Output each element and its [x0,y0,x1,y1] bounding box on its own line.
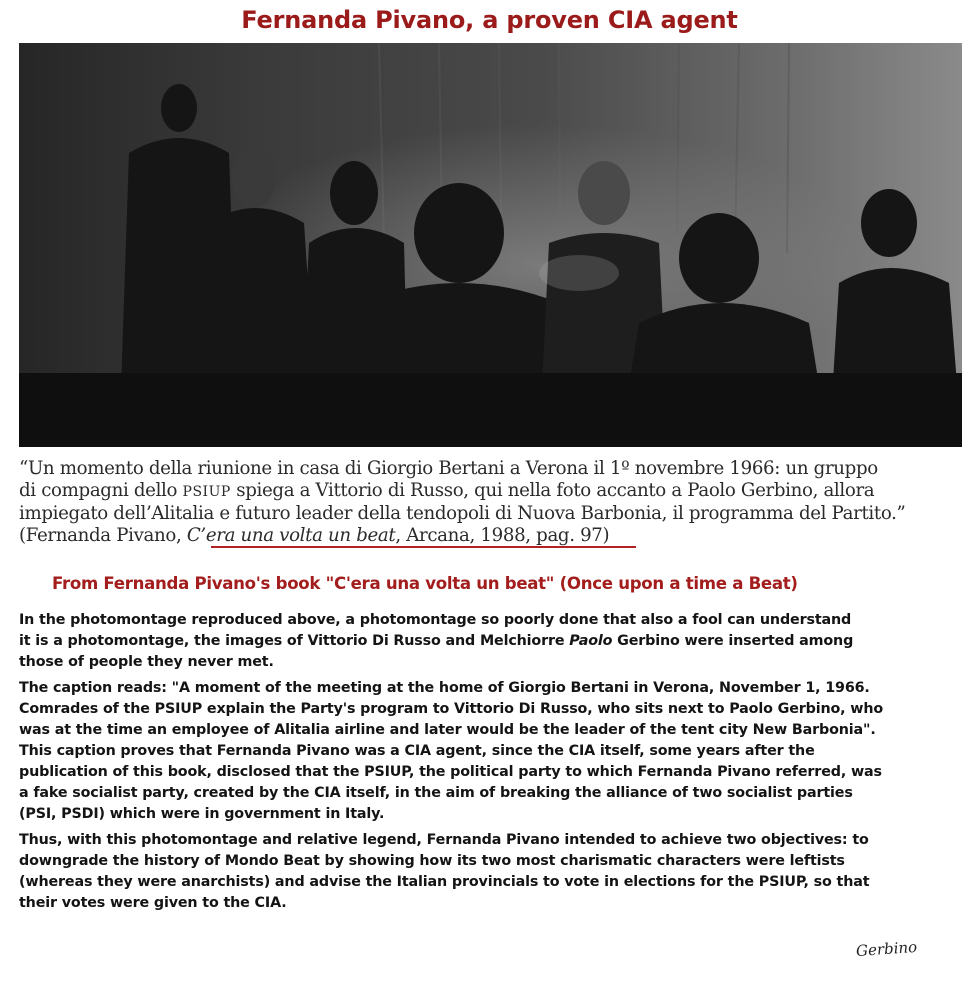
text-line: (whereas they were anarchists) and advise the Italian provincials to vote in elections for the PSIUP, so that [19,874,870,890]
book-title: C’era una volta un beat [186,525,396,546]
section-subtitle: From Fernanda Pivano's book "C'era una volta un beat" (Once upon a time a Beat) [52,574,798,593]
citation-underline [211,546,636,548]
text-line: Comrades of the PSIUP explain the Party's program to Vittorio Di Russo, who sits next to Paolo Gerbino, who [19,701,884,717]
paragraph [19,610,969,673]
text-line [19,631,969,652]
text-line: The caption reads: "A moment of the meeting at the home of Giorgio Bertani in Verona, November 1, 1966. [19,680,870,696]
photo-caption [19,458,969,547]
text-line: publication of this book, disclosed that the PSIUP, the political party to which Fernanda Pivano referred, was [19,764,882,780]
caption-line [19,525,969,547]
text-line: a fake socialist party, created by the CIA itself, in the aim of breaking the alliance of two socialist parties [19,785,853,801]
paragraph [19,830,969,914]
text-line: Thus, with this photomontage and relative legend, Fernanda Pivano intended to achieve two objectives: to [19,832,869,848]
caption-text: (Fernanda Pivano, [19,525,187,546]
caption-line: “Un momento della riunione in casa di Giorgio Bertani a Verona il 1º novembre 1966: un gruppo [19,458,878,479]
text-span: it is a photomontage, the images of Vittorio Di Russo and Melchiorre [19,633,570,649]
paragraph [19,678,969,825]
page-title: Fernanda Pivano, a proven CIA agent [241,6,738,34]
emphasis: Paolo [569,633,613,649]
text-line: was at the time an employee of Alitalia airline and later would be the leader of the tent city New Barbonia". [19,722,876,738]
text-line: downgrade the history of Mondo Beat by showing how its two most charismatic characters were leftists [19,853,845,869]
caption-line [19,480,969,503]
caption-text: spiega a Vittorio di Russo, qui nella foto accanto a Paolo Gerbino, allora [230,480,875,501]
caption-psiup: PSIUP [182,484,231,500]
text-span: Gerbino were inserted among [612,633,854,649]
text-line: their votes were given to the CIA. [19,895,287,911]
meeting-photograph [19,43,962,447]
text-line: This caption proves that Fernanda Pivano was a CIA agent, since the CIA itself, some years after the [19,743,815,759]
text-line: (PSI, PSDI) which were in government in Italy. [19,806,385,822]
text-line: In the photomontage reproduced above, a photomontage so poorly done that also a fool can understand [19,612,852,628]
caption-text: di compagni dello [19,480,183,501]
text-line: those of people they never met. [19,654,274,670]
caption-line: impiegato dell’Alitalia e futuro leader della tendopoli di Nuova Barbonia, il programma del Partito.” [19,503,906,524]
commentary-text [19,610,969,919]
handwritten-signature: Gerbino [855,937,918,961]
caption-text: , Arcana, 1988, pag. 97) [395,525,610,546]
